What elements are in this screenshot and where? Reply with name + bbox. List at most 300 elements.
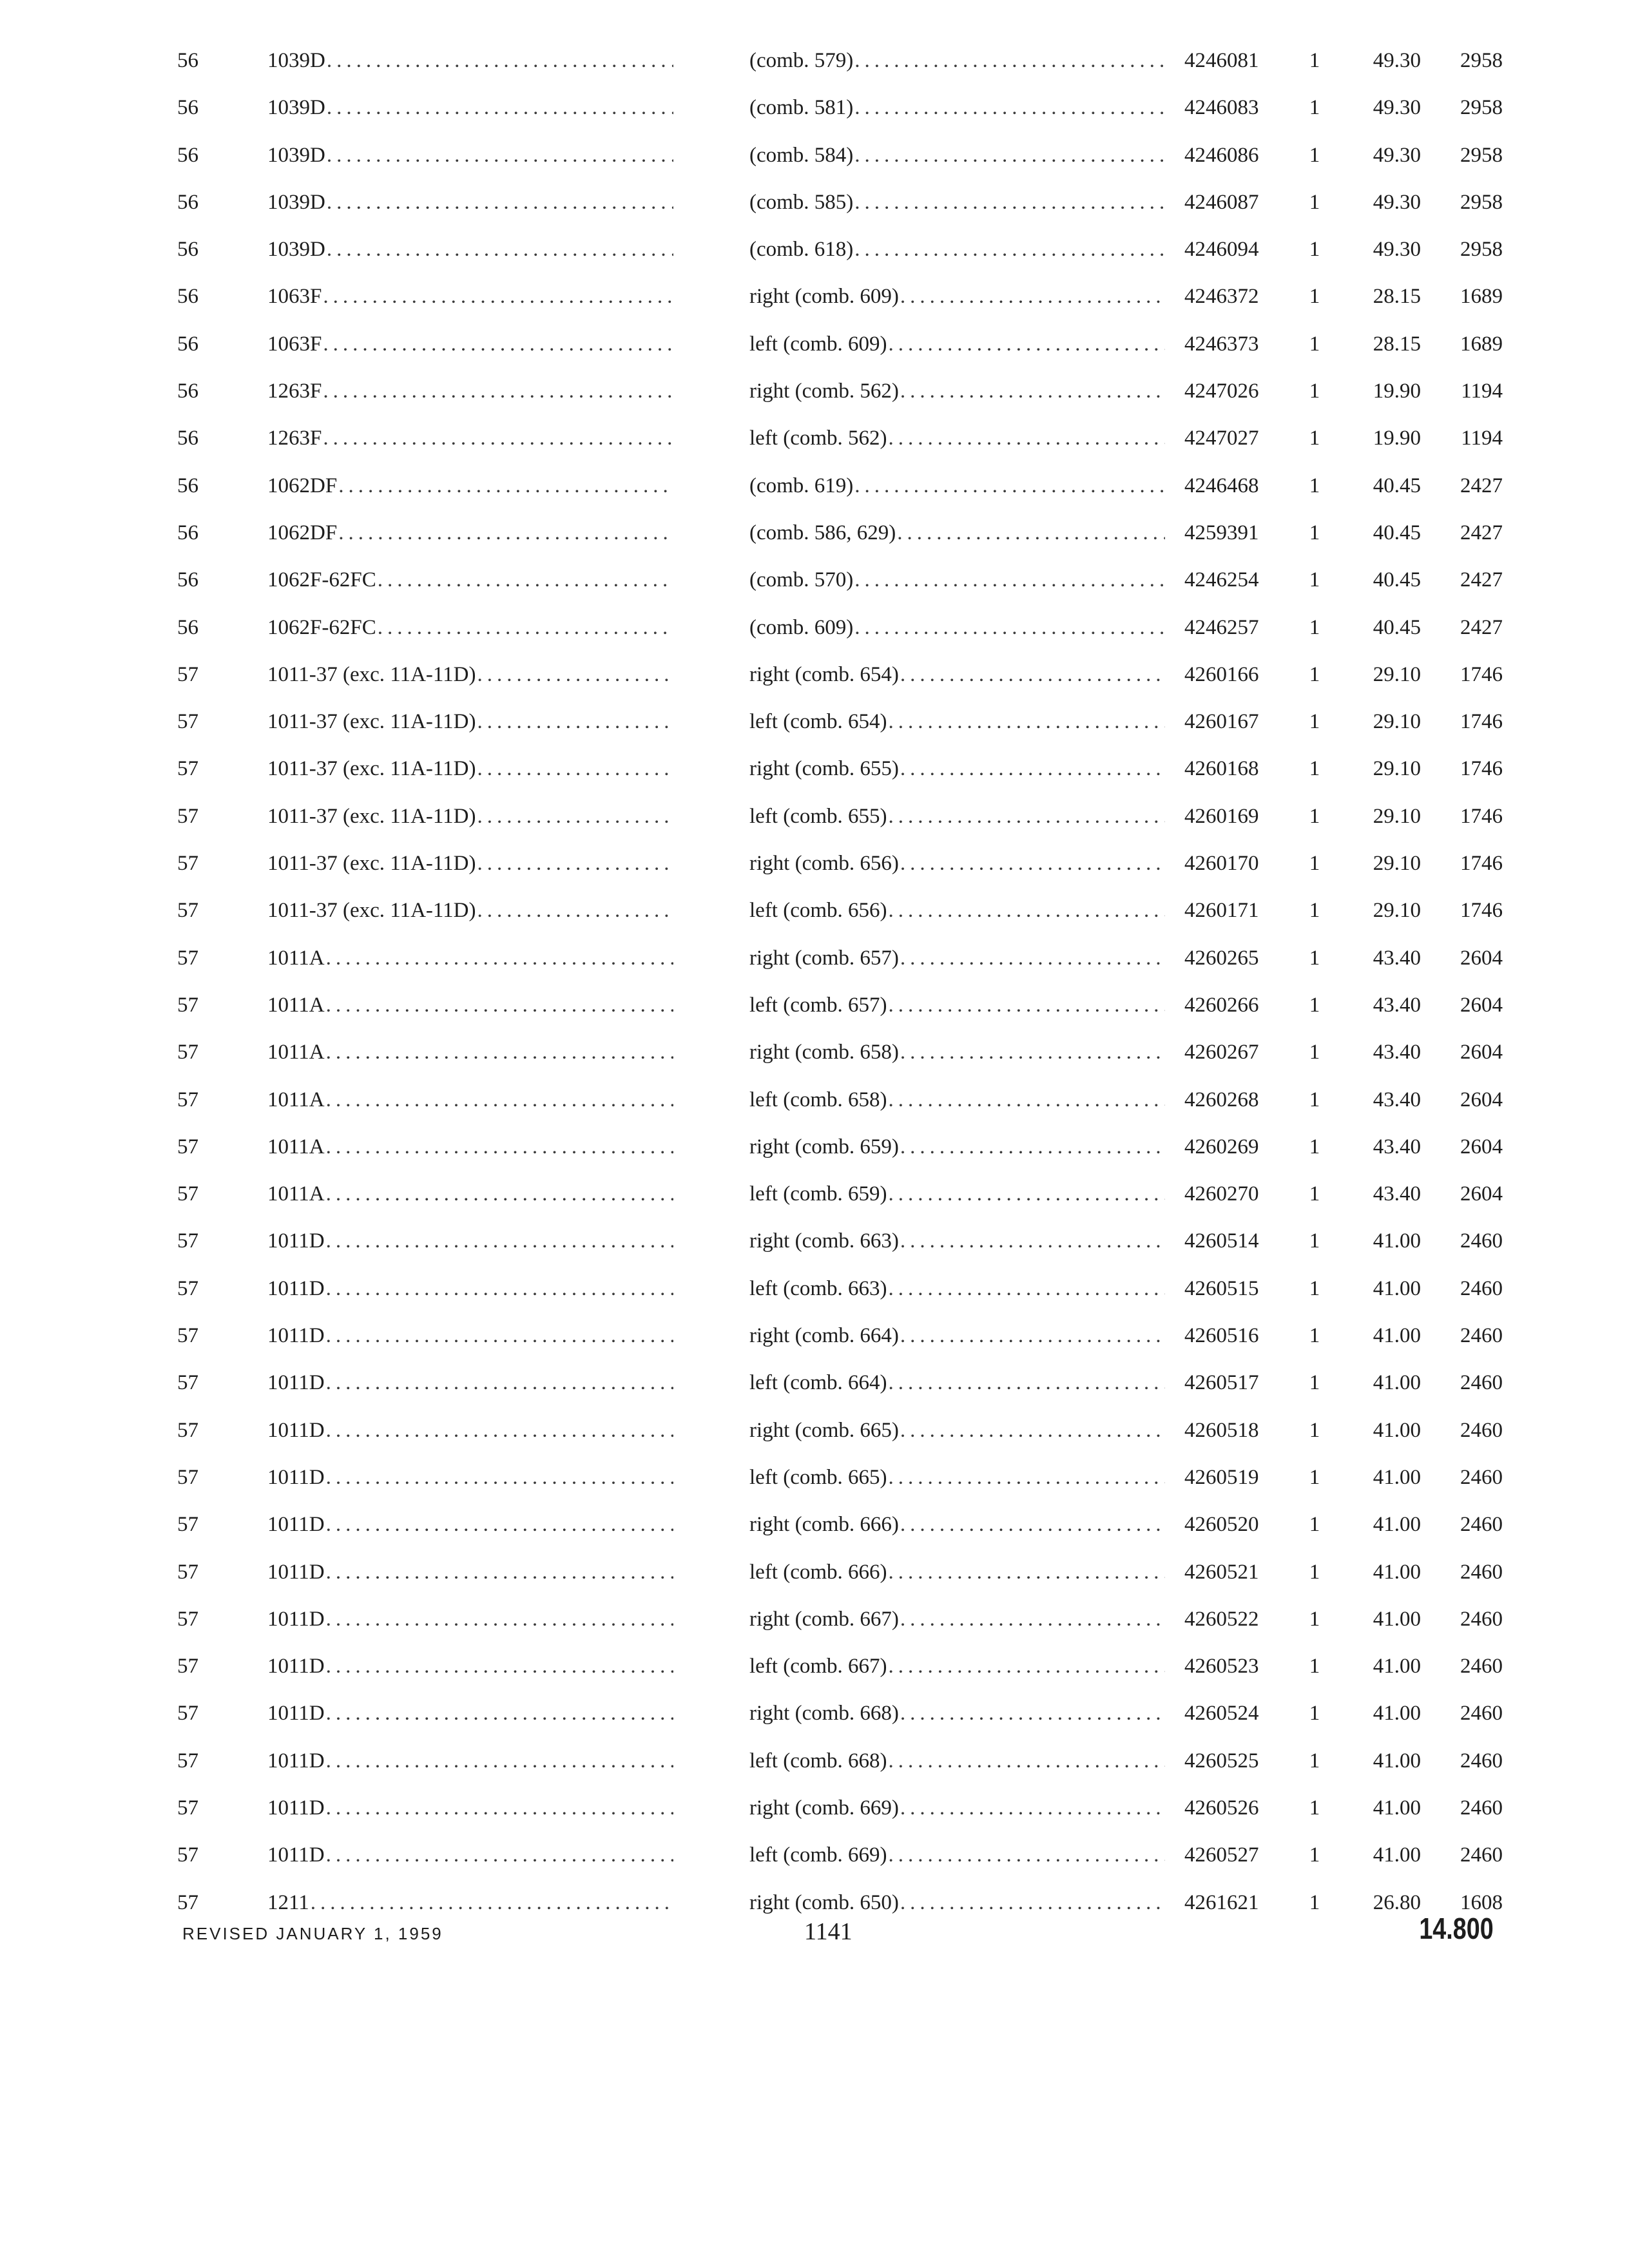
quantity-cell: 1: [1309, 993, 1320, 1017]
code-cell: 2958: [1460, 238, 1503, 262]
model-cell-text: 1011D: [267, 1749, 325, 1773]
model-cell: [267, 840, 673, 887]
quantity-cell: 1: [1309, 1041, 1320, 1064]
model-cell-text: 1039D: [267, 49, 325, 72]
description-cell-text: left (comb. 669): [749, 1843, 887, 1867]
part-number-cell: 4260166: [1184, 662, 1259, 686]
model-cell-text: 1011D: [267, 1655, 325, 1678]
part-number-cell: 4246468: [1184, 474, 1259, 497]
section-cell: 57: [177, 1655, 198, 1678]
model-cell-text: 1011D: [267, 1465, 325, 1489]
description-cell-text: left (comb. 656): [749, 899, 887, 923]
code-cell: 2460: [1460, 1229, 1503, 1253]
description-cell-text: right (comb. 655): [749, 757, 899, 781]
quantity-cell: 1: [1309, 332, 1320, 356]
dot-leader: [326, 1312, 673, 1360]
table-row: [0, 1077, 1629, 1124]
code-cell: 2460: [1460, 1607, 1503, 1631]
dot-leader: [900, 935, 1165, 982]
description-cell: [749, 415, 1165, 462]
code-cell: 1194: [1461, 380, 1503, 403]
dot-leader: [889, 1360, 1165, 1407]
dot-leader: [854, 132, 1165, 179]
quantity-cell: 1: [1309, 380, 1320, 403]
model-cell: [267, 1312, 673, 1360]
description-cell-text: (comb. 585): [749, 190, 854, 214]
section-cell: 57: [177, 1041, 198, 1064]
section-cell: 57: [177, 899, 198, 923]
description-cell: [749, 1501, 1165, 1548]
part-number-cell: 4260520: [1184, 1513, 1259, 1537]
quantity-cell: 1: [1309, 49, 1320, 72]
price-cell: 43.40: [1373, 1182, 1421, 1206]
dot-leader: [327, 37, 673, 84]
section-cell: 57: [177, 1560, 198, 1584]
description-cell: [749, 604, 1165, 651]
price-cell: 29.10: [1373, 804, 1421, 828]
table-row: [0, 1643, 1629, 1690]
price-cell: 49.30: [1373, 96, 1421, 120]
table-row: [0, 793, 1629, 840]
quantity-cell: 1: [1309, 285, 1320, 309]
model-cell-text: 1011D: [267, 1702, 325, 1725]
model-cell: [267, 793, 673, 840]
dot-leader: [889, 1643, 1165, 1690]
model-cell: [267, 1407, 673, 1454]
quantity-cell: 1: [1309, 1796, 1320, 1820]
dot-leader: [326, 1265, 673, 1312]
description-cell: [749, 273, 1165, 320]
section-cell: 56: [177, 568, 198, 592]
model-cell-text: 1011D: [267, 1418, 325, 1442]
table-row: [0, 1690, 1629, 1737]
table-row: [0, 887, 1629, 934]
price-cell: 41.00: [1373, 1371, 1421, 1395]
dot-leader: [900, 1029, 1165, 1076]
part-number-cell: 4261621: [1184, 1890, 1259, 1914]
dot-leader: [854, 604, 1165, 651]
price-cell: 41.00: [1373, 1796, 1421, 1820]
part-number-cell: 4260267: [1184, 1041, 1259, 1064]
description-cell: [749, 1029, 1165, 1076]
description-cell-text: (comb. 586, 629): [749, 521, 896, 544]
description-cell-text: right (comb. 650): [749, 1890, 899, 1914]
description-cell-text: right (comb. 668): [749, 1702, 899, 1725]
model-cell: [267, 887, 673, 934]
model-cell: [267, 1218, 673, 1265]
model-cell: [267, 982, 673, 1029]
model-cell-text: 1011A: [267, 1135, 325, 1158]
dot-leader: [900, 840, 1165, 887]
part-number-cell: 4260524: [1184, 1702, 1259, 1725]
section-cell: 56: [177, 332, 198, 356]
code-cell: 1746: [1460, 852, 1503, 876]
section-cell: 56: [177, 143, 198, 167]
dot-leader: [900, 273, 1165, 320]
model-cell-text: 1039D: [267, 190, 325, 214]
section-cell: 57: [177, 662, 198, 686]
quantity-cell: 1: [1309, 757, 1320, 781]
quantity-cell: 1: [1309, 1749, 1320, 1773]
table-row: [0, 37, 1629, 84]
table-row: [0, 1596, 1629, 1643]
section-cell: 56: [177, 380, 198, 403]
part-number-cell: 4260171: [1184, 899, 1259, 923]
quantity-cell: 1: [1309, 852, 1320, 876]
dot-leader: [889, 698, 1165, 745]
section-cell: 56: [177, 285, 198, 309]
part-number-cell: 4260519: [1184, 1465, 1259, 1489]
section-cell: 57: [177, 993, 198, 1017]
dot-leader: [326, 1218, 673, 1265]
model-cell-text: 1011-37 (exc. 11A-11D): [267, 757, 476, 781]
part-number-cell: 4260518: [1184, 1418, 1259, 1442]
quantity-cell: 1: [1309, 474, 1320, 497]
description-cell-text: right (comb. 664): [749, 1324, 899, 1348]
code-cell: 2460: [1460, 1513, 1503, 1537]
model-cell-text: 1011-37 (exc. 11A-11D): [267, 899, 476, 923]
table-row: [0, 982, 1629, 1029]
dot-leader: [477, 793, 674, 840]
part-number-cell: 4260514: [1184, 1229, 1259, 1253]
dot-leader: [326, 1171, 673, 1218]
part-number-cell: 4246254: [1184, 568, 1259, 592]
model-cell: [267, 1360, 673, 1407]
table-row: [0, 273, 1629, 320]
dot-leader: [854, 37, 1165, 84]
dot-leader: [378, 604, 673, 651]
part-number-cell: 4260266: [1184, 993, 1259, 1017]
part-number-cell: 4247027: [1184, 427, 1259, 450]
model-cell-text: 1011D: [267, 1276, 325, 1300]
dot-leader: [889, 793, 1165, 840]
dot-leader: [327, 84, 673, 131]
price-cell: 29.10: [1373, 899, 1421, 923]
table-row: [0, 1832, 1629, 1879]
code-cell: 1689: [1460, 285, 1503, 309]
description-cell-text: (comb. 584): [749, 143, 854, 167]
dot-leader: [889, 415, 1165, 462]
section-cell: 57: [177, 1843, 198, 1867]
table-row: [0, 1501, 1629, 1548]
model-cell: [267, 273, 673, 320]
part-number-cell: 4260525: [1184, 1749, 1259, 1773]
dot-leader: [889, 1454, 1165, 1501]
price-cell: 49.30: [1373, 190, 1421, 214]
table-row: [0, 321, 1629, 368]
description-cell: [749, 179, 1165, 226]
dot-leader: [889, 887, 1165, 934]
price-cell: 29.10: [1373, 757, 1421, 781]
description-cell: [749, 1265, 1165, 1312]
price-cell: 41.00: [1373, 1702, 1421, 1725]
model-cell-text: 1039D: [267, 143, 325, 167]
description-cell: [749, 37, 1165, 84]
quantity-cell: 1: [1309, 1890, 1320, 1914]
dot-leader: [900, 1596, 1165, 1643]
dot-leader: [900, 1218, 1165, 1265]
model-cell: [267, 935, 673, 982]
description-cell: [749, 1077, 1165, 1124]
description-cell-text: right (comb. 609): [749, 285, 899, 309]
part-number-cell: 4246081: [1184, 49, 1259, 72]
dot-leader: [326, 1738, 673, 1785]
quantity-cell: 1: [1309, 804, 1320, 828]
code-cell: 2460: [1460, 1324, 1503, 1348]
description-cell: [749, 510, 1165, 557]
model-cell-text: 1011-37 (exc. 11A-11D): [267, 710, 476, 734]
quantity-cell: 1: [1309, 190, 1320, 214]
code-cell: 2604: [1460, 993, 1503, 1017]
part-number-cell: 4246087: [1184, 190, 1259, 214]
dot-leader: [889, 321, 1165, 368]
dot-leader: [327, 179, 673, 226]
parts-table: [0, 37, 1629, 1927]
table-row: [0, 1785, 1629, 1832]
description-cell: [749, 1407, 1165, 1454]
section-cell: 57: [177, 1465, 198, 1489]
quantity-cell: 1: [1309, 1276, 1320, 1300]
price-cell: 29.10: [1373, 662, 1421, 686]
description-cell-text: right (comb. 663): [749, 1229, 899, 1253]
dot-leader: [854, 179, 1165, 226]
model-cell: [267, 84, 673, 131]
table-row: [0, 1171, 1629, 1218]
price-cell: 41.00: [1373, 1324, 1421, 1348]
model-cell-text: 1011A: [267, 1041, 325, 1064]
dot-leader: [326, 935, 673, 982]
dot-leader: [900, 745, 1165, 793]
quantity-cell: 1: [1309, 946, 1320, 970]
model-cell: [267, 1171, 673, 1218]
code-cell: 1194: [1461, 427, 1503, 450]
description-cell: [749, 1171, 1165, 1218]
description-cell: [749, 1690, 1165, 1737]
model-cell: [267, 1549, 673, 1596]
dot-leader: [326, 1549, 673, 1596]
model-cell-text: 1263F: [267, 427, 322, 450]
code-cell: 1746: [1460, 757, 1503, 781]
model-cell-text: 1011D: [267, 1560, 325, 1584]
dot-leader: [326, 1454, 673, 1501]
description-cell-text: right (comb. 562): [749, 380, 899, 403]
model-cell: [267, 651, 673, 698]
section-cell: 57: [177, 1088, 198, 1111]
table-row: [0, 1265, 1629, 1312]
quantity-cell: 1: [1309, 1560, 1320, 1584]
model-cell: [267, 604, 673, 651]
dot-leader: [327, 132, 673, 179]
part-number-cell: 4246372: [1184, 285, 1259, 309]
quantity-cell: 1: [1309, 1324, 1320, 1348]
price-cell: 49.30: [1373, 49, 1421, 72]
description-cell: [749, 321, 1165, 368]
quantity-cell: 1: [1309, 1702, 1320, 1725]
section-cell: 56: [177, 49, 198, 72]
description-cell: [749, 1785, 1165, 1832]
model-cell: [267, 510, 673, 557]
model-cell-text: 1011A: [267, 1182, 325, 1206]
model-cell-text: 1011D: [267, 1843, 325, 1867]
quantity-cell: 1: [1309, 1088, 1320, 1111]
table-row: [0, 463, 1629, 510]
description-cell-text: right (comb. 659): [749, 1135, 899, 1158]
price-cell: 41.00: [1373, 1465, 1421, 1489]
section-cell: 57: [177, 1796, 198, 1820]
description-cell-text: (comb. 609): [749, 615, 854, 639]
price-cell: 40.45: [1373, 615, 1421, 639]
table-row: [0, 1360, 1629, 1407]
dot-leader: [326, 1832, 673, 1879]
price-cell: 41.00: [1373, 1513, 1421, 1537]
table-row: [0, 84, 1629, 131]
description-cell-text: (comb. 570): [749, 568, 854, 592]
section-cell: 57: [177, 804, 198, 828]
quantity-cell: 1: [1309, 710, 1320, 734]
model-cell: [267, 132, 673, 179]
part-number-cell: 4260517: [1184, 1371, 1259, 1395]
table-row: [0, 1549, 1629, 1596]
model-cell: [267, 463, 673, 510]
description-cell: [749, 935, 1165, 982]
dot-leader: [338, 510, 673, 557]
description-cell: [749, 1832, 1165, 1879]
dot-leader: [889, 982, 1165, 1029]
dot-leader: [326, 1596, 673, 1643]
quantity-cell: 1: [1309, 568, 1320, 592]
code-cell: 2604: [1460, 1182, 1503, 1206]
quantity-cell: 1: [1309, 521, 1320, 544]
description-cell-text: left (comb. 668): [749, 1749, 887, 1773]
table-row: [0, 132, 1629, 179]
model-cell-text: 1011D: [267, 1607, 325, 1631]
price-cell: 40.45: [1373, 521, 1421, 544]
code-cell: 2604: [1460, 1135, 1503, 1158]
section-number: 14.800: [1419, 1912, 1494, 1945]
code-cell: 2427: [1460, 615, 1503, 639]
code-cell: 2604: [1460, 1088, 1503, 1111]
description-cell-text: left (comb. 562): [749, 427, 887, 450]
section-cell: 57: [177, 946, 198, 970]
price-cell: 43.40: [1373, 946, 1421, 970]
model-cell: [267, 1690, 673, 1737]
code-cell: 2460: [1460, 1418, 1503, 1442]
dot-leader: [326, 1077, 673, 1124]
dot-leader: [900, 1407, 1165, 1454]
table-row: [0, 651, 1629, 698]
dot-leader: [900, 1124, 1165, 1171]
part-number-cell: 4260268: [1184, 1088, 1259, 1111]
dot-leader: [889, 1171, 1165, 1218]
part-number-cell: 4260515: [1184, 1276, 1259, 1300]
quantity-cell: 1: [1309, 427, 1320, 450]
table-row: [0, 1029, 1629, 1076]
dot-leader: [326, 1360, 673, 1407]
section-cell: 57: [177, 852, 198, 876]
model-cell: [267, 1832, 673, 1879]
section-cell: 56: [177, 615, 198, 639]
description-cell: [749, 132, 1165, 179]
dot-leader: [889, 1077, 1165, 1124]
section-cell: 56: [177, 238, 198, 262]
quantity-cell: 1: [1309, 96, 1320, 120]
part-number-cell: 4246083: [1184, 96, 1259, 120]
code-cell: 2958: [1460, 143, 1503, 167]
description-cell: [749, 698, 1165, 745]
quantity-cell: 1: [1309, 1655, 1320, 1678]
description-cell-text: (comb. 618): [749, 238, 854, 262]
model-cell: [267, 226, 673, 273]
code-cell: 1608: [1460, 1890, 1503, 1914]
description-cell: [749, 463, 1165, 510]
model-cell-text: 1063F: [267, 332, 322, 356]
model-cell-text: 1011-37 (exc. 11A-11D): [267, 662, 476, 686]
description-cell: [749, 1218, 1165, 1265]
section-cell: 57: [177, 757, 198, 781]
part-number-cell: 4260522: [1184, 1607, 1259, 1631]
price-cell: 29.10: [1373, 852, 1421, 876]
price-cell: 41.00: [1373, 1749, 1421, 1773]
section-cell: 57: [177, 1324, 198, 1348]
dot-leader: [900, 1312, 1165, 1360]
price-cell: 43.40: [1373, 1088, 1421, 1111]
section-cell: 56: [177, 427, 198, 450]
quantity-cell: 1: [1309, 615, 1320, 639]
dot-leader: [477, 698, 674, 745]
description-cell: [749, 1738, 1165, 1785]
description-cell-text: right (comb. 657): [749, 946, 899, 970]
part-number-cell: 4260270: [1184, 1182, 1259, 1206]
dot-leader: [326, 1407, 673, 1454]
dot-leader: [854, 557, 1165, 604]
dot-leader: [854, 226, 1165, 273]
section-cell: 57: [177, 1513, 198, 1537]
price-cell: 41.00: [1373, 1229, 1421, 1253]
description-cell: [749, 982, 1165, 1029]
dot-leader: [900, 1785, 1165, 1832]
part-number-cell: 4259391: [1184, 521, 1259, 544]
part-number-cell: 4260265: [1184, 946, 1259, 970]
dot-leader: [477, 745, 674, 793]
model-cell: [267, 698, 673, 745]
part-number-cell: 4260526: [1184, 1796, 1259, 1820]
quantity-cell: 1: [1309, 1135, 1320, 1158]
price-cell: 41.00: [1373, 1607, 1421, 1631]
price-cell: 41.00: [1373, 1843, 1421, 1867]
quantity-cell: 1: [1309, 238, 1320, 262]
description-cell-text: right (comb. 667): [749, 1607, 899, 1631]
part-number-cell: 4246257: [1184, 615, 1259, 639]
dot-leader: [323, 273, 673, 320]
price-cell: 40.45: [1373, 474, 1421, 497]
section-cell: 56: [177, 190, 198, 214]
model-cell-text: 1011A: [267, 993, 325, 1017]
code-cell: 2460: [1460, 1796, 1503, 1820]
quantity-cell: 1: [1309, 1229, 1320, 1253]
model-cell-text: 1011A: [267, 946, 325, 970]
description-cell: [749, 1643, 1165, 1690]
description-cell-text: left (comb. 654): [749, 710, 887, 734]
section-cell: 57: [177, 1229, 198, 1253]
section-cell: 57: [177, 1135, 198, 1158]
dot-leader: [900, 1690, 1165, 1737]
description-cell-text: right (comb. 654): [749, 662, 899, 686]
dot-leader: [900, 1501, 1165, 1548]
code-cell: 2460: [1460, 1749, 1503, 1773]
model-cell: [267, 179, 673, 226]
dot-leader: [323, 321, 673, 368]
price-cell: 49.30: [1373, 143, 1421, 167]
